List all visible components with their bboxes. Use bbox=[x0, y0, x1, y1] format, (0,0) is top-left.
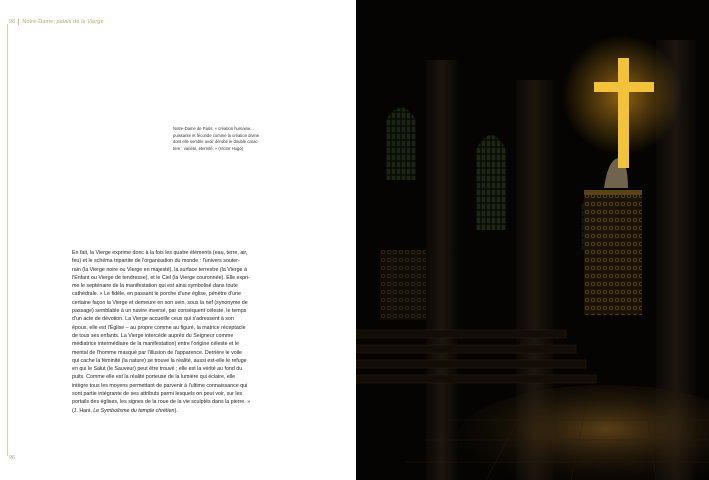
body-line: qui cache la féminité (la nature) se trouve la réalité, aussi est-elle le refuge bbox=[72, 357, 247, 364]
body-line: cathédrale. « Le fidèle, en passant le porche d'une église, pénètre d'une bbox=[72, 291, 241, 298]
running-head-subtitle: palais de la Vierge bbox=[56, 19, 104, 25]
body-line: En fait, la Vierge exprime donc à la fois les quatre éléments (eau, terre, air, bbox=[72, 250, 248, 256]
body-line: certaine façon la Vierge et demeure en son sein, sous la nef (synonyme de bbox=[72, 299, 248, 306]
body-line: feu) et le schéma tripartite de l'organisation du monde : l'univers souter- bbox=[72, 258, 240, 265]
page-folio: 96 bbox=[9, 455, 16, 461]
citation-prefix: (J. Hani, bbox=[72, 407, 92, 414]
running-head-title: Notre-Dame, bbox=[22, 19, 55, 25]
choir-grille bbox=[380, 250, 426, 320]
caption-line: tère : variété, éternité. » (Victor Hugo) bbox=[173, 145, 243, 151]
caption-line: Notre-Dame de Paris, « création humaine... bbox=[173, 126, 254, 131]
body-line: de tous ses enfants. La Vierge intercède auprès du Seigneur comme bbox=[72, 332, 234, 339]
body-line: sont partie intégrante de ses attributs parmi lesquels on peut voir, sur les bbox=[72, 391, 243, 398]
citation-title: Le Symbolisme du temple chrétien bbox=[93, 407, 175, 414]
margin-rule bbox=[7, 24, 8, 456]
cathedral-photo bbox=[356, 0, 709, 480]
caption-line: dont elle semble avoir dérobé le double carac- bbox=[173, 139, 259, 145]
body-line: époux, elle est l'Église – au propre comme au figuré, la matrice réceptacle bbox=[72, 324, 246, 331]
body-line: passage) semblable à un navire inversé, par conséquent céleste, le temps bbox=[72, 308, 247, 315]
body-line: en qui le Salut (le Sauveur) peut être trouvé ; elle est la vérité au fond du bbox=[72, 366, 243, 373]
body-line: d'un acte de dévotion. La Vierge accueille ceux qui s'adressent à son bbox=[72, 316, 234, 323]
cathedral-photo-illustration bbox=[356, 0, 709, 480]
body-line: me le septénaire de la manifestation qui est ainsi symbolisé dans toute bbox=[72, 283, 238, 290]
body-line: portails des églises, les signes de la roue de la vie sculptés dans la pierre. » bbox=[72, 399, 251, 406]
stained-glass-window bbox=[476, 135, 506, 230]
body-line: rain (la Vierge noire ou Vierge en majesté), la surface terrestre (la Vierge à bbox=[72, 266, 247, 273]
cross-vertical-beam bbox=[618, 58, 629, 168]
body-line: l'Enfant ou Vierge de tendresse), et le Ciel (la Vierge couronnée). Elle expri- bbox=[72, 274, 250, 281]
choir-grille bbox=[584, 195, 642, 315]
body-line: puits. Comme elle est la réalité porteuse de la lumière qui éclaire, elle bbox=[72, 374, 236, 381]
grille-rail bbox=[584, 190, 642, 195]
body-line: médiatrice intermédiaire de la manifestation) entre l'origine céleste et le bbox=[72, 341, 240, 348]
caption-line: puissante et féconde comme la création divine bbox=[173, 132, 260, 138]
photo-caption bbox=[173, 126, 277, 152]
body-line: intègre tous les moyens permettant de parvenir à l'ultime connaissance qui bbox=[72, 382, 248, 389]
stained-glass-window bbox=[386, 108, 416, 181]
stone-pillar bbox=[426, 60, 458, 480]
citation-suffix: ). bbox=[174, 407, 178, 414]
cross-horizontal-beam bbox=[594, 82, 654, 92]
citation-line bbox=[72, 407, 273, 415]
running-head-page-number: 96 bbox=[9, 19, 19, 25]
running-head bbox=[9, 19, 104, 25]
body-paragraph bbox=[72, 249, 273, 415]
body-line: mental de l'homme masqué par l'illusion de l'apparence. Derrière le voile bbox=[72, 349, 242, 356]
